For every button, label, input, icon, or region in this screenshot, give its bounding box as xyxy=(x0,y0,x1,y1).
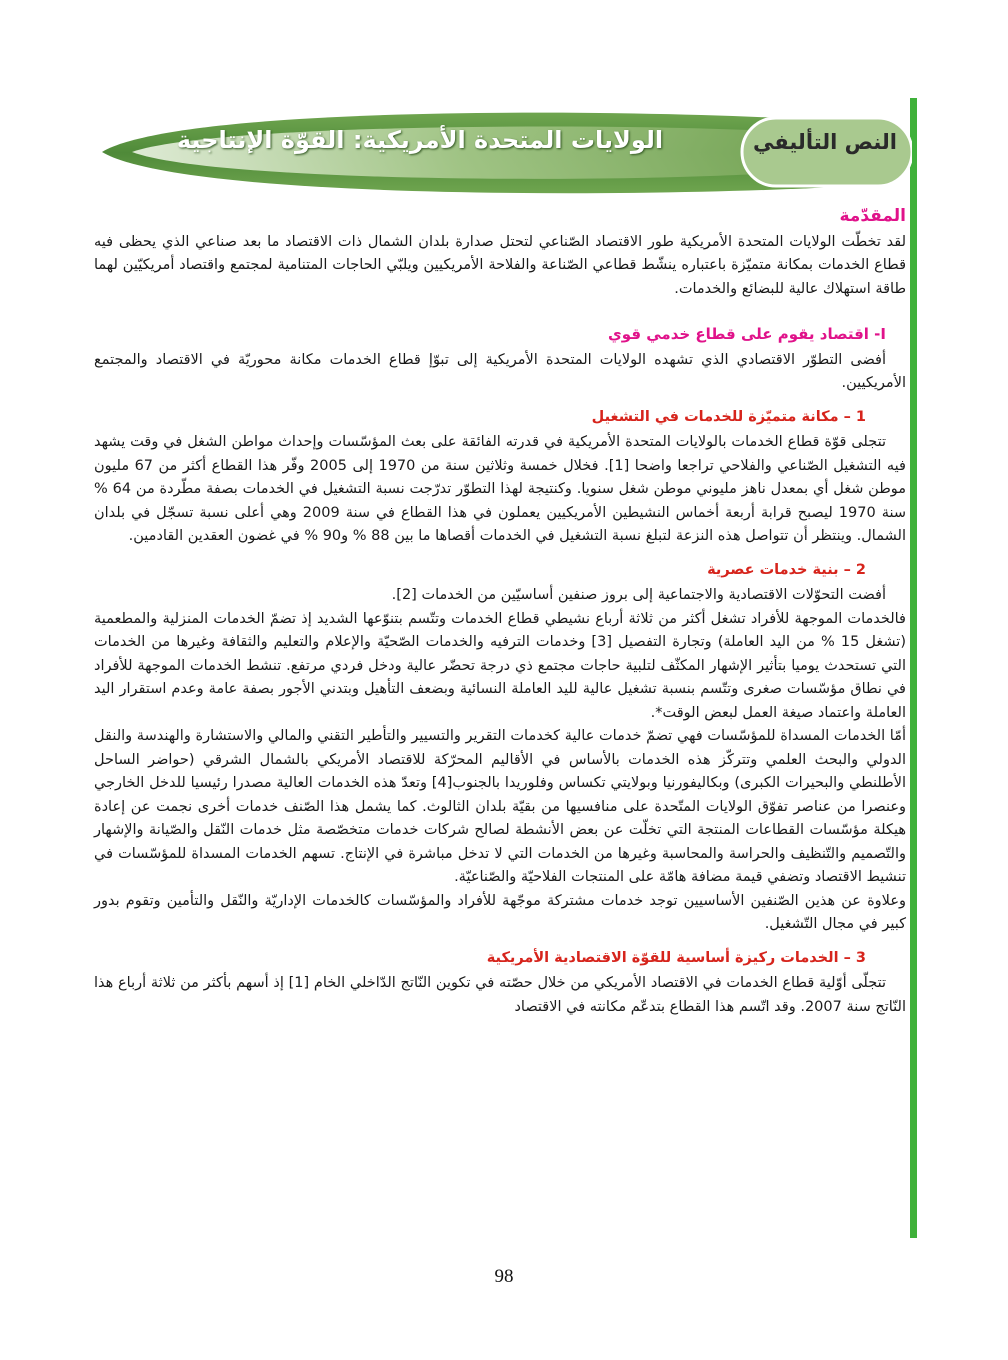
section-1-paragraph: أفضى التطوّر الاقتصادي الذي تشهده الولايات المتحدة الأمريكية إلى تبوّإ قطاع الخدمات مكانة محوريّة في الاقتصاد والمجتمع الأمريكيين. xyxy=(94,351,906,391)
subsection-2-paragraph: أمّا الخدمات المسداة للمؤسّسات فهي تضمّ خدمات عالية كخدمات التقرير والتسيير والتأطير التقني والمالي والاستشارة والهندسة والنقل الدولي والبحث العلمي وتتركّز هذه الخدمات بالأساس في الأقاليم المحرّكة للاقتصاد الأمريكي بالشمال الشرقي (حواضر الساحل الأطلنطي والبحيرات الكبرى) وبكاليفورنيا وبولايتي تكساس وفلوريدا بالجنوب[4] وتعدّ هذه الخدمات العالية مصدرا رئيسيا للدخل الخارجي وعنصرا من عناصر تفوّق الولايات المتّحدة على منافسيها من بقيّة بلدان الثالوث. كما يشمل هذا الصّنف خدمات أخرى نجمت عن إعادة هيكلة مؤسّسات القطاعات المنتجة التي تخلّت عن بعض الأنشطة لصالح شركات خدمات متخصّصة مثل خدمات النّقل والصّيانة والإشهار والتّصميم والتّنظيف والحراسة والمحاسبة وغيرها من الخدمات التي لا تدخل مباشرة في الإنتاج. تسهم الخدمات المسداة للمؤسّسات في تنشيط الاقتصاد وتضفي قيمة مضافة هامّة على المنتجات الفلاحيّة والصّناعيّة. xyxy=(94,728,906,885)
lesson-content xyxy=(94,205,906,1019)
subsection-3-paragraph: تتجلّى أوّلية قطاع الخدمات في الاقتصاد الأمريكي من خلال حصّته في تكوين النّاتج الدّاخلي الخام [1] إذ أسهم بأكثر من ثلاثة أرباع هذا النّاتج سنة 2007. وقد اتّسم هذا القطاع بتدعّم مكانته في الاقتصاد xyxy=(94,975,906,1015)
banner-label: النص التأليفي xyxy=(753,130,897,154)
green-side-bar xyxy=(910,98,917,1238)
subsection-3-heading: 3 – الخدمات ركيزة أساسية للقوّة الاقتصادية الأمريكية xyxy=(486,949,866,966)
banner-title: الولايات المتحدة الأمريكية: القوّة الإنتاجية xyxy=(176,126,664,154)
subsection-1-paragraph: تتجلى قوّة قطاع الخدمات بالولايات المتحدة الأمريكية في قدرته الفائقة على بعث المؤسّسات وإحداث مواطن الشغل في وقت يشهد فيه التشغيل الصّناعي والفلاحي تراجعا واضحا [1]. فخلال خمسة وثلاثين سنة من 1970 إلى 2005 وفّر هذا القطاع أكثر من 67 مليون موطن شغل أي بمعدل ناهز مليوني موطن شغل سنويا. وكنتيجة لهذا التطوّر تدرّجت نسبة التشغيل في الخدمات بصفة مطّردة من 64 % سنة 1970 ليصبح قرابة أربعة أخماس النشيطين الأمريكيين يعملون في هذا القطاع في سنة 2009 وهي أعلى نسبة تسجّل في بلدان الشمال. وينتظر أن تتواصل هذه النزعة لتبلغ نسبة التشغيل في الخدمات أقصاها ما بين 88 % و90 % في غضون العقدين القادمين. xyxy=(94,434,907,544)
subsection-2-paragraph: أفضت التحوّلات الاقتصادية والاجتماعية إلى بروز صنفين أساسيّين من الخدمات [2]. xyxy=(391,587,886,603)
subsection-2-paragraph: فالخدمات الموجهة للأفراد تشغل أكثر من ثلاثة أرباع نشيطي قطاع الخدمات وتتّسم بتنوّعها الشديد إذ تضمّ الخدمات المنزلية والمطعمية (تشغل 15 % من اليد العاملة) وتجارة التفصيل [3] وخدمات الترفيه والخدمات الصّحيّة والإعلام والتعليم والثقافة وغيرها من الخدمات التي تستحدث يوميا بتأثير الإشهار المكثّف لتلبية حاجات مجتمع ذي درجة تحضّر عالية ودخل فردي مرتفع. تنشط الخدمات الموجهة للأفراد في نطاق مؤسّسات صغرى وتتّسم بنسبة تشغيل عالية لليد العاملة النسائية وبضعف التأهيل وبتدني الأجور بصفة عامة وعدم استقرار اليد العاملة واعتماد صيغة العمل لبعض الوقت*. xyxy=(94,610,906,721)
subsection-2-heading: 2 – بنية خدمات عصرية xyxy=(707,561,866,578)
intro-paragraph: لقد تخطّت الولايات المتحدة الأمريكية طور الاقتصاد الصّناعي لتحتل صدارة بلدان الشمال ذات الاقتصاد ما بعد صناعي الذي يحظى فيه قطاع الخدمات بمكانة متميّزة باعتباره ينشّط قطاعي الصّناعة والفلاحة الأمريكيين ويلبّي الحاجات المتنامية لمجتمع واقتصاد أمريكيّين لهما طاقة استهلاك عالية للبضائع والخدمات. xyxy=(94,233,906,297)
subsection-2-paragraph: وعلاوة عن هذين الصّنفين الأساسيين توجد خدمات مشتركة موجّهة للأفراد والمؤسّسات كالخدمات الإداريّة والنّقل والتأمين وتقوم بدور كبير في مجال التّشغيل. xyxy=(94,892,906,932)
subsection-1-heading: 1 – مكانة متميّزة للخدمات في التشغيل xyxy=(591,408,866,425)
page-number: 98 xyxy=(494,1266,514,1287)
intro-heading: المقدّمة xyxy=(839,206,906,226)
section-1-heading: I- اقتصاد يقوم على قطاع خدمي قوي xyxy=(608,325,886,343)
